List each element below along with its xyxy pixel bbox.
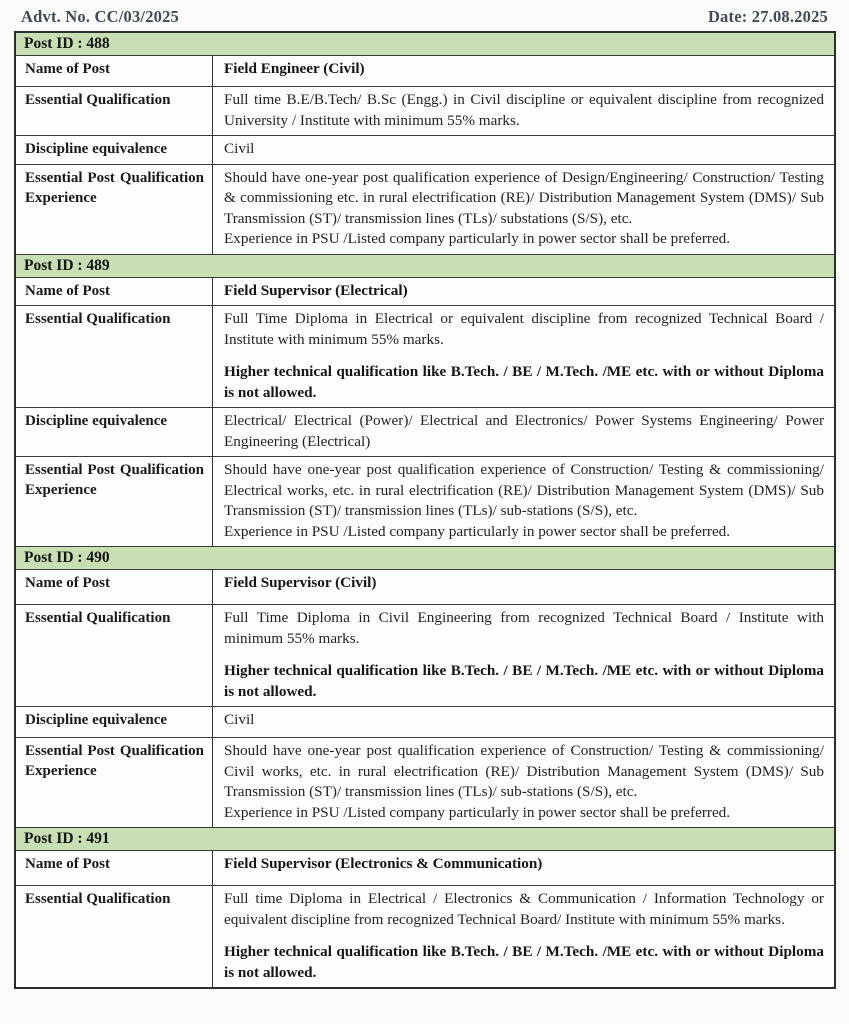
experience-note: Experience in PSU /Listed company particularly in power sector shall be preferred.	[224, 230, 731, 247]
experience-note: Experience in PSU /Listed company particularly in power sector shall be preferred.	[224, 522, 731, 540]
advt-date: Date: 27.08.2025	[707, 7, 828, 26]
post-name-text: Field Engineer (Civil)	[224, 60, 365, 77]
post-name-text: Field Supervisor (Electronics & Communication)	[224, 855, 543, 872]
row-value	[213, 87, 834, 135]
row-value	[213, 605, 834, 706]
row-value	[213, 306, 834, 407]
table-row	[16, 164, 834, 254]
document-header	[14, 5, 836, 31]
row-value	[213, 738, 834, 827]
post-id-band: Post ID : 491	[16, 827, 834, 850]
row-label: Essential Qualification	[16, 605, 213, 706]
table-row	[16, 706, 834, 737]
table-row	[16, 604, 834, 706]
row-label: Name of Post	[16, 56, 213, 86]
qualification-text: Full time B.E/B.Tech/ B.Sc (Engg.) in Civil discipline or equivalent discipline from recognized University / Institute with minimum 55% marks.	[224, 91, 824, 129]
table-row	[16, 86, 834, 135]
qualification-restriction-note: Higher technical qualification like B.Tech. / BE / M.Tech. /ME etc. with or without Diploma is not allowed.	[224, 662, 824, 700]
experience-text: Should have one-year post qualification experience of Construction/ Testing & commissioning/ Electrical works, etc. in rural electrification (RE)/ Distribution Management System (DMS)/ Sub Transmission (ST)/ transmission lines (TLs)/ sub-stations (S/S), etc.	[224, 461, 824, 519]
table-row	[16, 305, 834, 407]
table-row	[16, 569, 834, 604]
qualification-text: Full Time Diploma in Civil Engineering from recognized Technical Board / Institute with minimum 55% marks.	[224, 609, 824, 647]
post-name-text: Field Supervisor (Civil)	[224, 574, 377, 591]
qualification-text: Full Time Diploma in Electrical or equivalent discipline from recognized Technical Board / Institute with minimum 55% marks.	[224, 310, 824, 348]
table-row	[16, 885, 834, 987]
experience-text: Should have one-year post qualification experience of Construction/ Testing & commissioning/ Civil works, etc. in rural electrification (RE)/ Distribution Management System (DMS)/ Sub Transmission (ST)/ transmission lines (TLs)/ sub-stations (S/S), etc.	[224, 742, 824, 800]
table-row	[16, 456, 834, 546]
row-label: Discipline equivalence	[16, 136, 213, 164]
qualification-text: Full time Diploma in Electrical / Electronics & Communication / Information Technology or equivalent discipline from recognized Technical Board/ Institute with minimum 55% marks.	[224, 890, 824, 928]
row-value	[213, 408, 834, 456]
row-label: Essential Qualification	[16, 306, 213, 407]
row-label: Essential Post Qualification Experience	[16, 457, 213, 546]
post-id-band: Post ID : 489	[16, 254, 834, 277]
advt-number: Advt. No. CC/03/2025	[21, 7, 180, 26]
qualification-restriction-note: Higher technical qualification like B.Tech. / BE / M.Tech. /ME etc. with or without Diploma is not allowed.	[224, 943, 824, 981]
row-label: Name of Post	[16, 278, 213, 306]
row-value	[213, 457, 834, 546]
row-value	[213, 707, 834, 737]
row-value	[213, 570, 834, 604]
row-label: Essential Post Qualification Experience	[16, 165, 213, 254]
discipline-text: Civil	[224, 140, 255, 157]
row-label: Essential Qualification	[16, 886, 213, 987]
row-label: Essential Qualification	[16, 87, 213, 135]
row-value	[213, 886, 834, 987]
table-row	[16, 407, 834, 456]
row-label: Essential Post Qualification Experience	[16, 738, 213, 827]
table-row	[16, 55, 834, 86]
row-label: Discipline equivalence	[16, 408, 213, 456]
row-label: Name of Post	[16, 851, 213, 885]
table-row	[16, 135, 834, 164]
row-label: Name of Post	[16, 570, 213, 604]
qualification-restriction-note: Higher technical qualification like B.Tech. / BE / M.Tech. /ME etc. with or without Diploma is not allowed.	[224, 363, 824, 401]
vacancy-table	[14, 31, 836, 989]
row-label: Discipline equivalence	[16, 707, 213, 737]
row-value	[213, 56, 834, 86]
post-name-text: Field Supervisor (Electrical)	[224, 281, 408, 299]
post-id-band: Post ID : 490	[16, 546, 834, 569]
table-row	[16, 277, 834, 306]
discipline-text: Civil	[224, 711, 255, 728]
discipline-text: Electrical/ Electrical (Power)/ Electrical and Electronics/ Power Systems Engineering/ Power Engineering (Electrical)	[224, 412, 824, 450]
row-value	[213, 136, 834, 164]
experience-text: Should have one-year post qualification experience of Design/Engineering/ Construction/ Testing & commissioning etc. in rural electrification (RE)/ Distribution Management System (DMS)/ Sub Transmission (ST)/ transmission lines (TLs)/ substations (S/S), etc.	[224, 168, 824, 227]
table-row	[16, 850, 834, 885]
row-value	[213, 278, 834, 306]
post-id-band: Post ID : 488	[16, 33, 834, 55]
row-value	[213, 165, 834, 254]
experience-note: Experience in PSU /Listed company particularly in power sector shall be preferred.	[224, 803, 731, 821]
table-row	[16, 737, 834, 827]
row-value	[213, 851, 834, 885]
